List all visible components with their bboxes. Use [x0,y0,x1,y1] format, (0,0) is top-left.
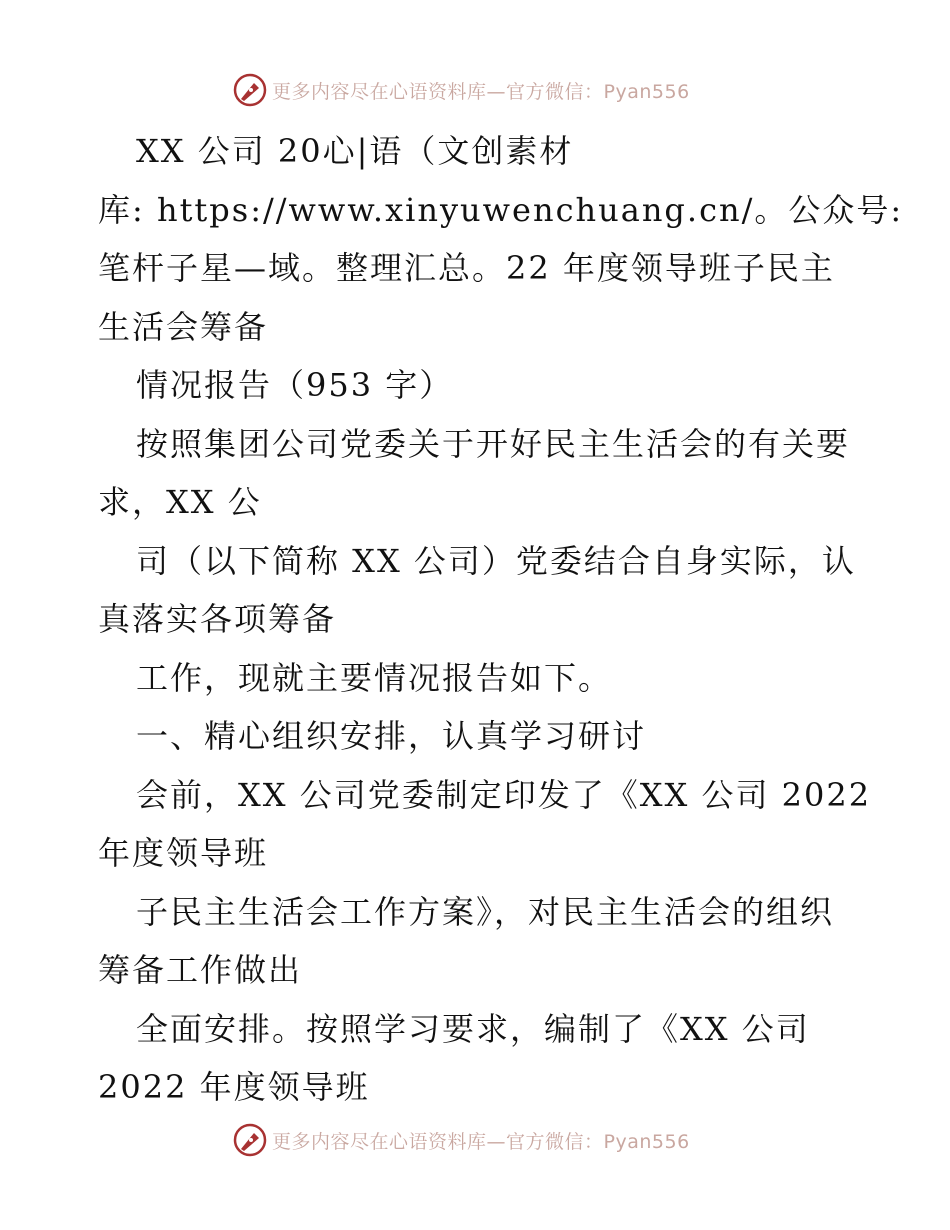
body-line: 子民主生活会工作方案》，对民主生活会的组织 [136,892,835,931]
body-line: 笔杆子星—域。整理汇总。22 年度领导班子民主 [98,249,835,287]
body-line: 情况报告（953 字） [136,366,454,404]
pen-nib-logo-icon [232,1122,268,1158]
watermark-text: 更多内容尽在心语资料库—官方微信：Pyan556 [272,80,690,103]
body-line: XX 公司 20心|语（文创素材 [136,132,574,170]
body-line: 求，XX 公 [98,483,262,521]
section-heading: 一、精心组织安排，认真学习研讨 [136,717,647,755]
body-line: 按照集团公司党委关于开好民主生活会的有关要 [136,424,851,463]
body-line: 筹备工作做出 [98,951,303,989]
body-line: 工作，现就主要情况报告如下。 [136,658,613,697]
body-line: 年度领导班 [98,834,269,872]
body-line: 库: https://www.xinyuwenchuang.cn/。公众号: [98,190,904,229]
pen-nib-logo-icon [232,72,268,108]
body-line: 真落实各项筹备 [98,600,337,638]
body-line: 全面安排。按照学习要求，编制了《XX 公司 [136,1009,810,1048]
body-line: 2022 年度领导班 [98,1068,370,1106]
body-line: 生活会筹备 [98,307,269,346]
document-body [98,122,904,1117]
body-line: 会前，XX 公司党委制定印发了《XX 公司 2022 [136,775,872,814]
watermark-text: 更多内容尽在心语资料库—官方微信：Pyan556 [272,1130,690,1153]
footer-watermark-banner [232,1120,690,1160]
header-watermark-banner [232,70,690,110]
body-line: 司（以下简称 XX 公司）党委结合自身实际，认 [136,541,856,580]
